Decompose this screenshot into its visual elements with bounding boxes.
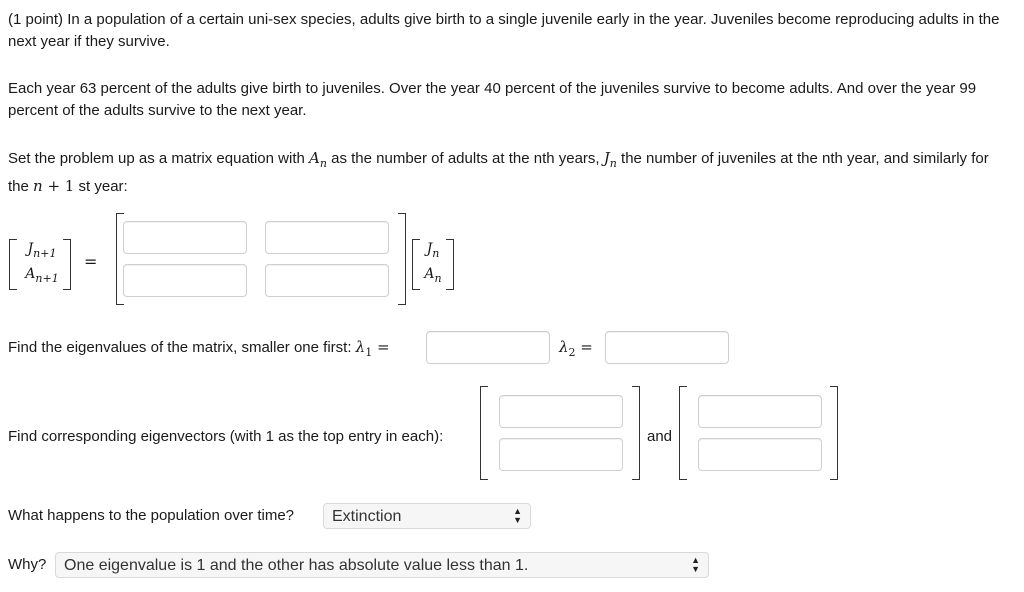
eigvec2-right-bracket xyxy=(830,386,838,480)
intro-text: In a population of a certain uni-sex species, adults give birth to a single juvenile early in the year. Juveniles become reproducing adults in the next year if they survive. xyxy=(8,11,1000,50)
eigvec2-top-input[interactable] xyxy=(698,395,822,428)
population-select-value: Extinction xyxy=(332,508,402,525)
select-arrows-icon: ▲ ▼ xyxy=(691,555,700,574)
lhs-left-bracket xyxy=(9,239,17,290)
rhs-bottom-entry: $A_n$ xyxy=(424,266,442,285)
eigvec1-top-input[interactable] xyxy=(499,395,623,428)
matrix-right-bracket xyxy=(398,213,406,305)
population-select[interactable] xyxy=(323,503,531,529)
and-label: and xyxy=(647,428,673,445)
matrix-a11-input[interactable] xyxy=(123,221,247,254)
matrix-a12-input[interactable] xyxy=(265,221,389,254)
rates-paragraph: Each year 63 percent of the adults give birth to juveniles. Over the year 40 percent of the juveniles survive to become adults. And over the year 99 percent of the adults survive to the next year. xyxy=(8,80,977,119)
eigenvectors-prompt: Find corresponding eigenvectors (with 1 as the top entry in each): xyxy=(8,428,444,445)
var-J-n: $J_n$ xyxy=(603,149,617,170)
population-prompt: What happens to the population over time? xyxy=(8,507,295,524)
points-label: (1 point) xyxy=(8,11,64,28)
why-select-value: One eigenvalue is 1 and the other has absolute value less than 1. xyxy=(64,557,529,574)
eigvec1-right-bracket xyxy=(632,386,640,480)
eigvec2-left-bracket xyxy=(679,386,687,480)
rhs-top-entry: $J_n$ xyxy=(426,241,440,260)
lambda2-label: $\lambda_2$ = xyxy=(559,338,593,359)
equals-sign: = xyxy=(84,252,98,271)
lambda1-symbol: $\lambda_1$ xyxy=(355,338,373,359)
lhs-bottom-entry: $A_{n+1}$ xyxy=(25,266,59,285)
lhs-right-bracket xyxy=(63,239,71,290)
eigvec2-bottom-input[interactable] xyxy=(698,438,822,471)
matrix-a22-input[interactable] xyxy=(265,264,389,297)
var-A-n: $A_n$ xyxy=(309,149,327,170)
why-prompt: Why? xyxy=(8,556,47,573)
intro-paragraph xyxy=(8,9,1008,53)
select-arrows-icon: ▲ ▼ xyxy=(513,506,522,525)
eigenvalues-prompt: Find the eigenvalues of the matrix, smaller one first: $\lambda_1$ = xyxy=(8,338,390,359)
why-select[interactable] xyxy=(55,552,709,578)
setup-paragraph: Set the problem up as a matrix equation with $A_n$ as the number of adults at the nth years, $J_n$ the number of juveniles at the nth year, and similarly for the n + 1 st year: xyxy=(8,149,989,195)
matrix-a21-input[interactable] xyxy=(123,264,247,297)
lhs-top-entry: $J_{n+1}$ xyxy=(27,241,57,260)
eigvec1-left-bracket xyxy=(480,386,488,480)
rhs-right-bracket xyxy=(446,239,454,290)
lambda1-input[interactable] xyxy=(426,331,550,364)
eigvec1-bottom-input[interactable] xyxy=(499,438,623,471)
lambda2-input[interactable] xyxy=(605,331,729,364)
